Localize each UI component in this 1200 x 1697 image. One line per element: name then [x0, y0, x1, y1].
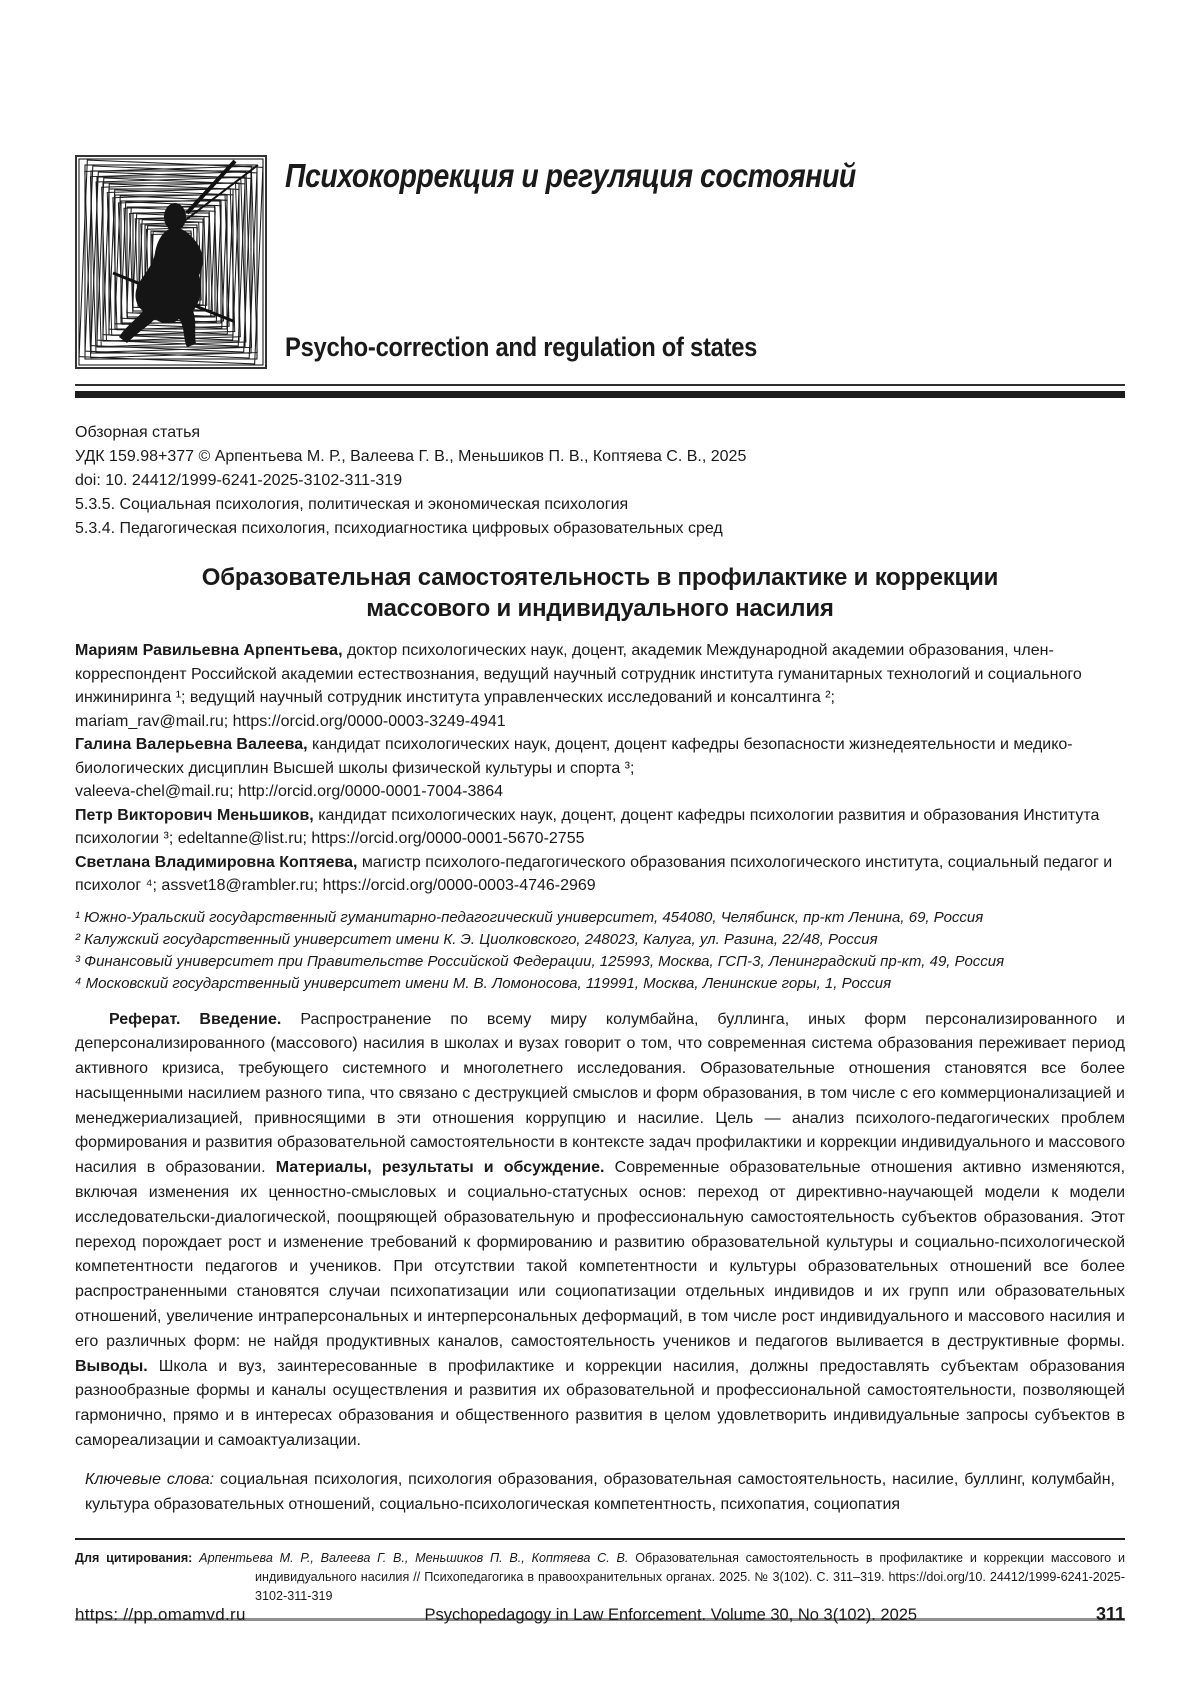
abstract-intro-label: Реферат. Введение.	[109, 1010, 282, 1028]
keywords-paragraph	[85, 1467, 1120, 1517]
keywords-label: Ключевые слова:	[85, 1470, 215, 1488]
citation-text: Образовательная самостоятельность в профилактике и коррекции массового и индивидуального насилия // Психопедагогика в правоохранительных органах. 2025. № 3(102). С. 311–319. https://doi.org/10. 24412/1999-6241-2025-3102-311-319	[255, 1550, 1129, 1603]
citation-authors: Арпентьева М. Р., Валеева Г. В., Меньшиков П. В., Коптяева С. В.	[192, 1550, 629, 1565]
abstract-intro-text: Распространение по всему миру колумбайна, буллинга, иных форм персонализированного и деперсонализированного (массового) насилия в школах и вузах говорит о том, что современная система образования переживает период активного кризиса, требующего системного и многолетнего исследования. Образовательные отношения становятся все более насыщенными насилием разного типа, что связано с деструкцией смыслов и форм образования, в том числе с его коммерционализацией и менеджериализацией, привносящими в эти отношения коррупцию и насилие. Цель — анализ психолого-педагогических проблем формирования и развития образовательной самостоятельности в контексте задач профилактики и коррекции индивидуального и массового насилия в образовании.	[75, 1010, 1130, 1177]
journal-logo	[75, 155, 267, 369]
journal-site-url: https: //pp.omamvd.ru	[75, 1605, 246, 1624]
section-title-ru: Психокоррекция и регуляция состояний	[285, 157, 856, 194]
author-contact: edeltanne@list.ru; https://orcid.org/0000-0001-5670-2755	[173, 830, 585, 847]
journal-masthead	[75, 155, 1125, 369]
author-info: кандидат психологических наук, доцент, доцент кафедры безопасности жизнедеятельности и медико-биологических дисциплин Высшей школы физической культуры и спорта ³;	[75, 736, 1073, 777]
specialty-line-2: 5.3.4. Педагогическая психология, психодиагностика цифровых образовательных сред	[75, 520, 723, 537]
page-number: 311	[1095, 1604, 1125, 1624]
udk-copyright-line: УДК 159.98+377 © Арпентьева М. Р., Валеева Г. В., Меньшиков П. В., Коптяева С. В., 2025	[75, 448, 747, 465]
author-name: Мариям Равильевна Арпентьева,	[75, 642, 343, 659]
author-info: кандидат психологических наук, доцент, доцент кафедры психологии развития и образования Института психологии ³;	[75, 806, 1104, 847]
author-contact: mariam_rav@mail.ru; https://orcid.org/0000-0003-3249-4941	[75, 712, 506, 730]
abstract-paragraph	[75, 1008, 1130, 1454]
page-footer	[75, 1604, 1125, 1625]
doi-line: doi: 10. 24412/1999-6241-2025-3102-311-319	[75, 472, 403, 489]
author-entry	[75, 851, 1125, 898]
author-info: доктор психологических наук, доцент, академик Международной академии образования, член-корреспондент Российской академии естествознания, ведущий научный сотрудник института гуманитарных технологий и социального инжиниринга ¹; ведущий научный сотрудник института управленческих исследований и консалтинга ²;	[75, 642, 1087, 706]
citation-label: Для цитирования:	[75, 1550, 193, 1565]
article-meta	[75, 421, 1125, 541]
citation-paragraph	[75, 1549, 1129, 1606]
affiliations-block	[75, 907, 1125, 995]
affiliation-line: ¹ Южно-Уральский государственный гуманитарно-педагогический университет, 454080, Челябинск, пр-кт Ленина, 69, Россия	[75, 908, 984, 926]
author-entry	[75, 733, 1125, 804]
abstract-conclusions-label: Выводы.	[75, 1357, 148, 1375]
header-divider	[75, 384, 1125, 398]
author-entry	[75, 804, 1125, 851]
author-info: магистр психолого-педагогического образования психологического института, социальный педагог и психолог ⁴;	[75, 853, 1117, 894]
authors-block	[75, 639, 1125, 898]
section-title-en: Psycho-correction and regulation of states	[285, 332, 758, 362]
affiliation-line: ² Калужский государственный университет имени К. Э. Циолковского, 248023, Калуга, ул. Разина, 22/48, Россия	[75, 930, 878, 948]
author-name: Галина Валерьевна Валеева,	[75, 736, 308, 753]
abstract-results-text: Современные образовательные отношения активно изменяются, включая изменения их ценностно-смысловых и социально-статусных основ: переход от директивно-научающей модели к модели исследовательски-диалогической, поощряющей образовательную и профессиональную самостоятельность субъектов образования. Этот переход порождает рост и изменение требований к формированию и развитию образовательной культуры и социально-психологической компетентности педагогов и учеников. При отсутствии такой компетентности и культуры образовательных отношений все более распространенными становятся случаи психопатизации или социопатизации отдельных индивидов и их групп или образовательных отношений, увеличение интраперсональных и интерперсональных деформаций, в том числе рост индивидуального и массового насилия и его различных форм: не найдя продуктивных каналов, самостоятельность учеников и педагогов выливается в деструктивные формы.	[75, 1159, 1130, 1350]
abstract-conclusions-text: Школа и вуз, заинтересованные в профилактике и коррекции насилия, должны предоставлять субъектам образования разнообразные формы и каналы осуществления и развития их образовательной и профессиональной самостоятельности, позволяющей гармонично, прямо и в интересах образования и общественного развития в целом удовлетворить индивидуальные запросы субъектов в самореализации и самоактуализации.	[75, 1357, 1130, 1450]
affiliation-line: ⁴ Московский государственный университет имени М. В. Ломоносова, 119991, Москва, Ленинские горы, 1, Россия	[75, 974, 892, 992]
author-entry	[75, 639, 1125, 733]
divider-thick-rule	[75, 391, 1125, 398]
author-contact: assvet18@rambler.ru; https://orcid.org/0000-0003-4746-2969	[156, 877, 596, 894]
divider-thin-rule	[75, 384, 1125, 386]
affiliation-line: ³ Финансовый университет при Правительстве Российской Федерации, 125993, Москва, ГСП-3, Ленинградский пр-кт, 49, Россия	[75, 952, 1005, 970]
specialty-line-1: 5.3.5. Социальная психология, политическая и экономическая психология	[75, 496, 629, 513]
masthead-titles	[285, 155, 1125, 369]
author-name: Петр Викторович Меньшиков,	[75, 806, 314, 824]
author-name: Светлана Владимировна Коптяева,	[75, 853, 358, 871]
keywords-text: социальная психология, психология образования, образовательная самостоятельность, насилие, буллинг, колумбайн, культура образовательных отношений, социально-психологическая компетентность, психопатия, социопатия	[85, 1470, 1120, 1513]
abstract-results-label: Материалы, результаты и обсуждение.	[275, 1159, 605, 1177]
journal-issue-line: Psychopedagogy in Law Enforcement. Volume 30, No 3(102). 2025	[424, 1606, 918, 1624]
article-type: Обзорная статья	[75, 424, 201, 441]
author-contact: valeeva-chel@mail.ru; http://orcid.org/0000-0001-7004-3864	[75, 783, 504, 800]
op-art-figure-icon	[75, 155, 267, 369]
article-title: Образовательная самостоятельность в профилактике и коррекции массового и индивидуального насилия	[201, 564, 999, 622]
